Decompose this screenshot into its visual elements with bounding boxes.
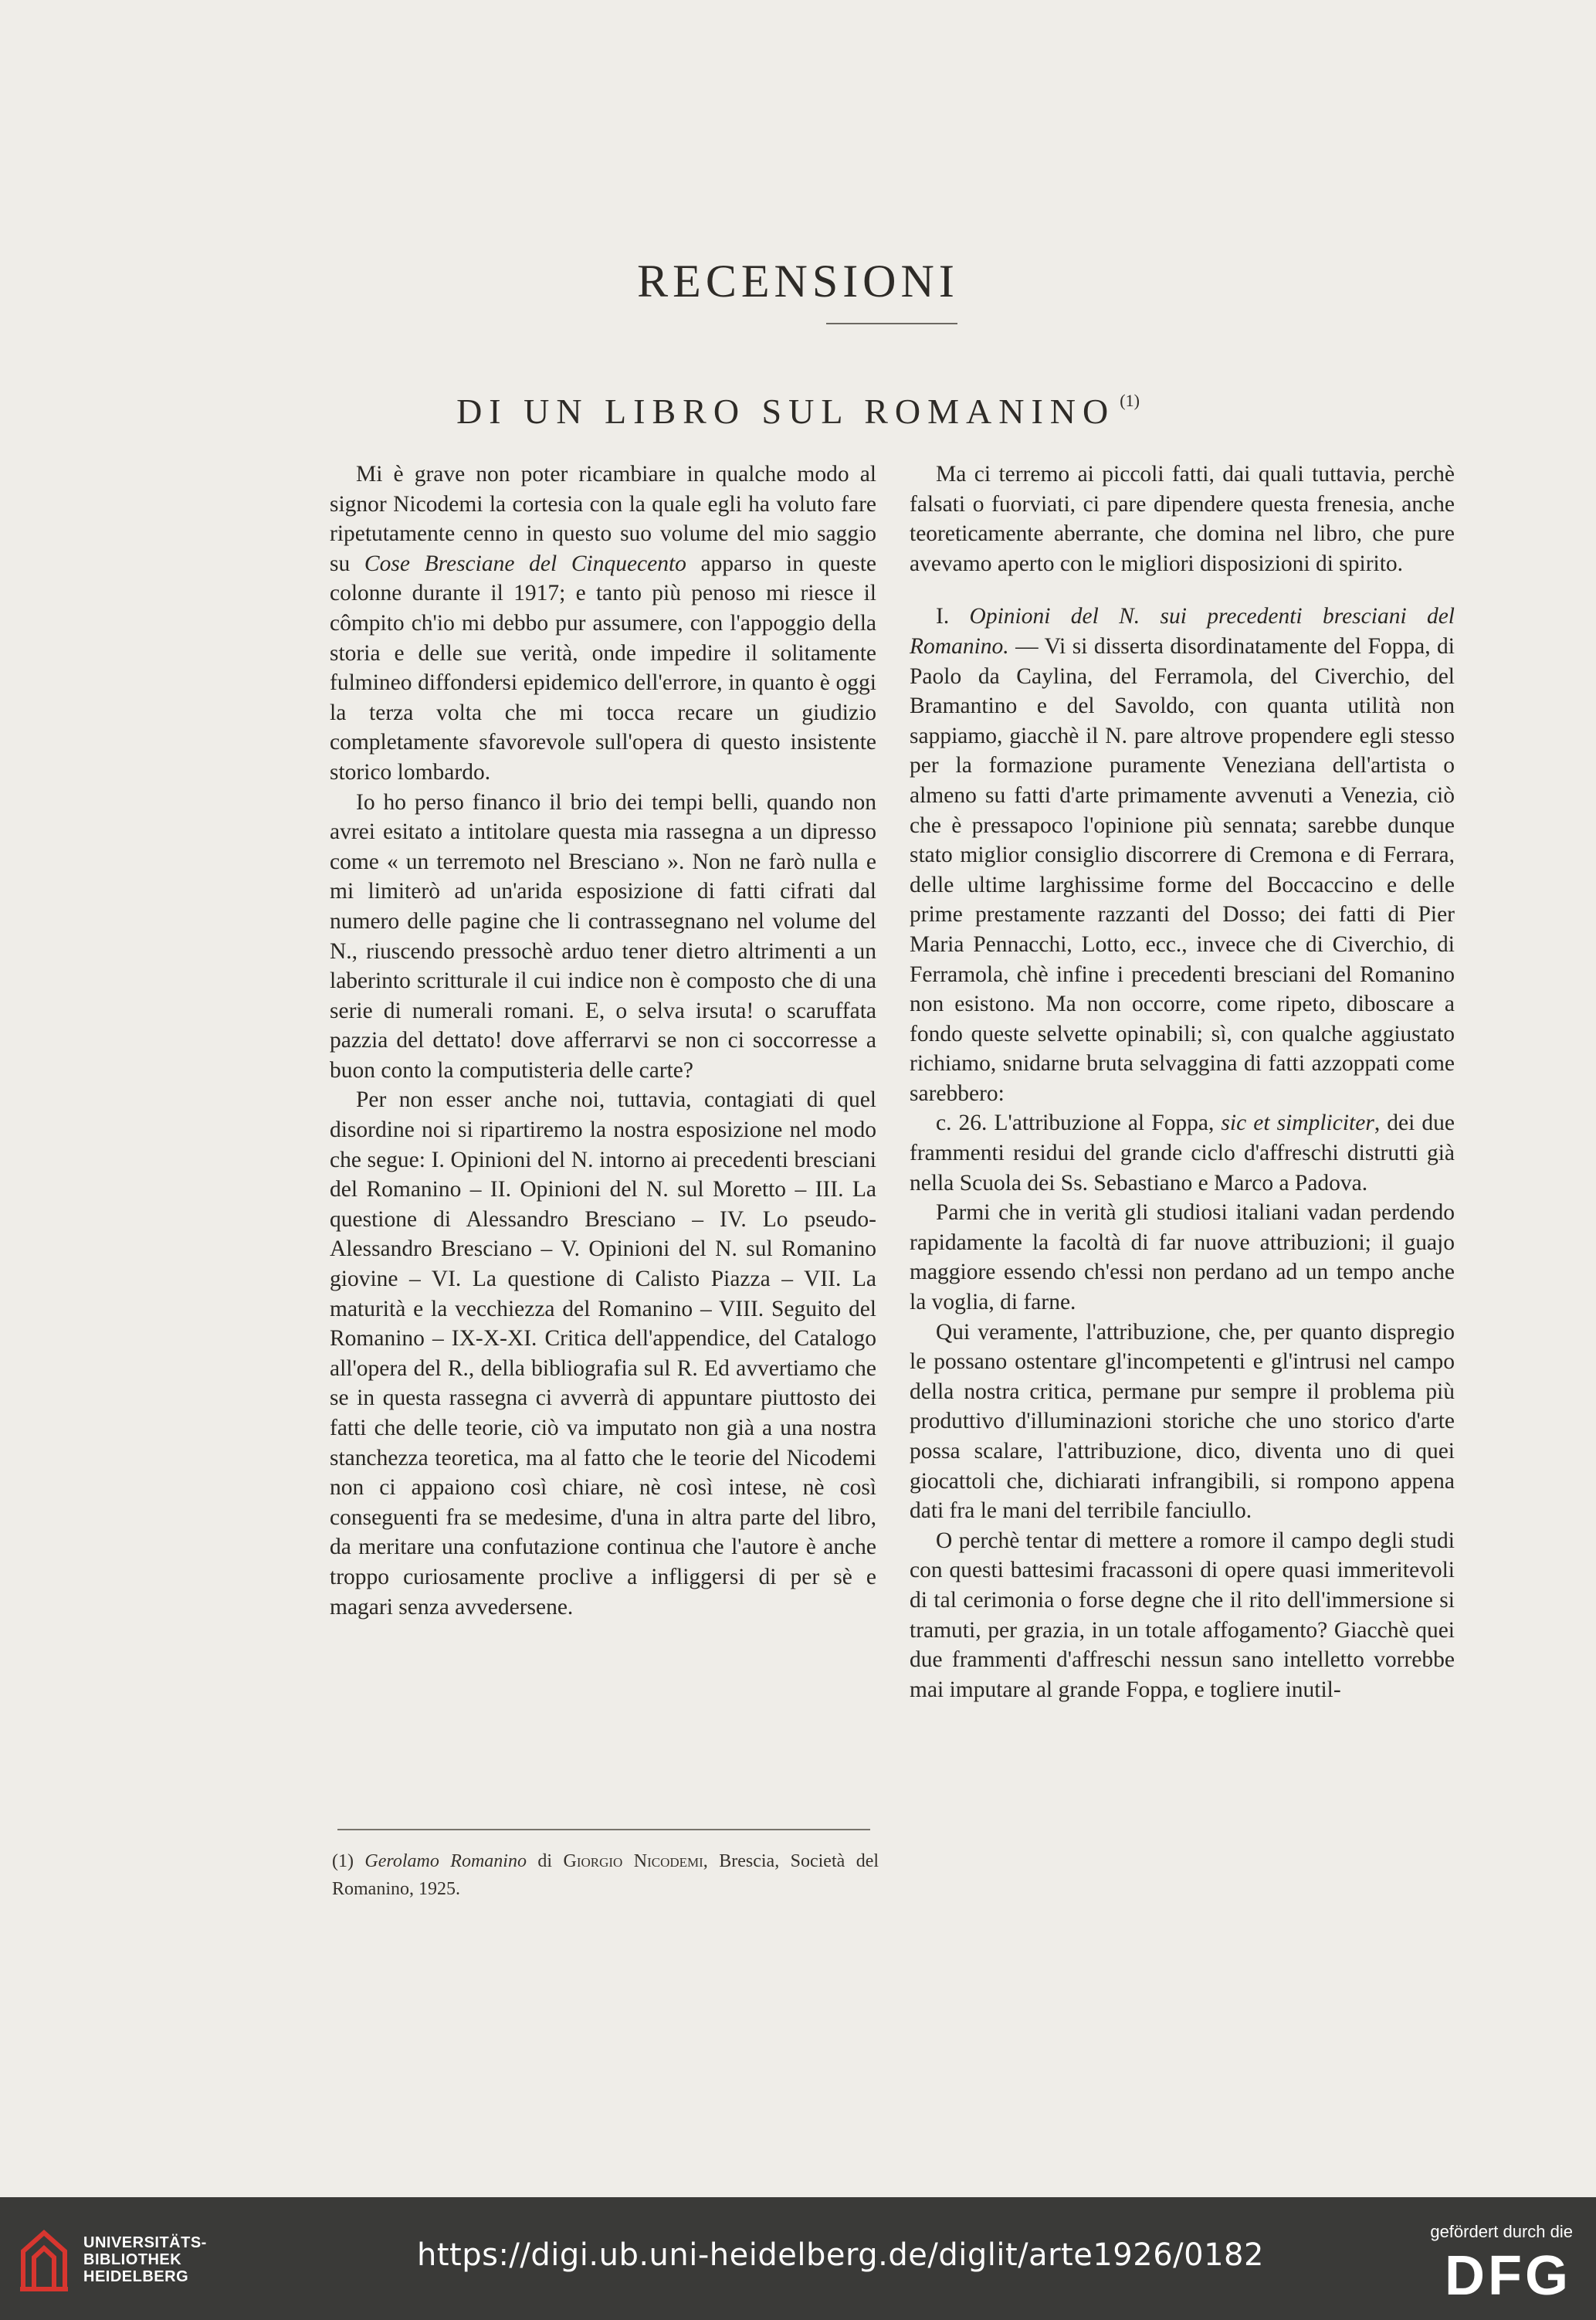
section-paragraph: [910, 602, 1455, 1108]
paragraph: Parmi che in verità gli studiosi italiani vadan perdendo rapidamente la facoltà di far nuove attribuzioni; il guajo maggiore essendo ch'essi non perdano ad un tempo anche la voglia, di farne.: [910, 1200, 1455, 1315]
paragraph: [910, 1108, 1455, 1198]
page-heading: RECENSIONI: [637, 256, 959, 307]
footnote-marker: (1): [332, 1851, 354, 1871]
footnote-author: Giorgio Nicodemi: [563, 1851, 703, 1871]
right-column: [910, 460, 1455, 1704]
funder-caption: gefördert durch die: [1430, 2222, 1573, 2241]
paragraph: Qui veramente, l'attribuzione, che, per quanto dispregio le possano ostentare gl'incompetenti e gl'intrusi nel campo della nostra critica, permane pur sempre il problema più produttivo d'illuminazioni storiche che uno storico d'arte possa scalare, l'attribuzione, dico, diventa uno di quei giocattoli che, dichiarati infrangibili, si rompono appena dati fra le mani del terribile fanciullo.: [910, 1319, 1455, 1524]
dfg-logo[interactable]: DFG: [1445, 2245, 1571, 2307]
university-library-name[interactable]: [83, 2234, 207, 2285]
article-title: [0, 391, 1596, 432]
footnote-reference[interactable]: (1): [1120, 391, 1140, 410]
section-number: I.: [936, 604, 970, 629]
footnote-divider: [337, 1829, 870, 1830]
library-name-line: UNIVERSITÄTS-: [83, 2234, 207, 2251]
paragraph-text: apparso in queste colonne durante il 1917; e tanto più penoso mi riesce il cômpito ch'io mi debbo pur assumere, con l'appoggio della storia e delle sue verità, onde impedire il solitamente fulmineo diffondersi epidemico dell'errore, in quanto è oggi la terza volta che mi tocca recare un giudizio completamente sfavorevole sull'opera di questo insistente storico lombardo.: [330, 551, 876, 785]
footnote: [332, 1847, 879, 1903]
footnote-text: , Brescia, Società del Romanino, 1925.: [332, 1851, 879, 1899]
paragraph: Io ho perso financo il brio dei tempi belli, quando non avrei esitato a intitolare questa mia rassegna a un dipresso come « un terremoto nel Bresciano ». Non ne farò nulla e mi limiterò ad un'arida esposizione di fatti cifrati dal numero delle pagine che li contrassegnano nel volume del N., riuscendo pressochè arduo tener dietro altrimenti a un laberinto scritturale il cui indice non è composto che di una serie di numerali romani. E, o selva irsuta! o scaruffata pazzia del dettato! dove afferrarvi se non ci soccorresse a buon conto la computisteria delle carte?: [330, 789, 876, 1083]
footnote-book-title: Gerolamo Romanino: [364, 1851, 527, 1871]
cited-title: Cose Bresciane del Cinquecento: [364, 551, 686, 576]
paragraph: Ma ci terremo ai piccoli fatti, dai quali tuttavia, perchè falsati o fuorviati, ci pare dipendere questa frenesia, anche teoreticamente aberrante, che domina nel libro, che pure avevamo aperto con le migliori disposizioni di spirito.: [910, 462, 1455, 576]
paragraph: O perchè tentar di mettere a romore il campo degli studi con questi battesimi fracassoni di opere quasi immeritevoli di tal cerimonia o forse degne che il rito dell'immersione si tramuti, per grazia, in un totale affogamento? Giacchè quei due frammenti d'affreschi nessun sano intelletto vorrebbe mai imputare al grande Foppa, e togliere inutil-: [910, 1528, 1455, 1702]
viewer-footer: [0, 2197, 1596, 2320]
paragraph-text: — Vi si disserta disordinatamente del Foppa, di Paolo da Caylina, del Ferramola, del Civerchio, del Bramantino e del Savoldo, con quanta utilità non sappiamo, giacchè il N. pare altrove propendere egli stesso per la formazione puramente Veneziana dell'artista o almeno su fatti d'arte primamente avvenuti a Venezia, ciò che è pressapoco l'opinione più sennata; sarebbe dunque stato miglior consiglio discorrere di Cremona e di Ferrara, delle ultime larghissime forme del Boccaccino e delle prime prestamente razzanti del Dosso; dei fatti di Pier Maria Pennacchi, Lotto, ecc., invece che di Civerchio, di Ferramola, chè infine i precedenti bresciani del Romanino non esistono. Ma non occorre, come ripeto, diboscare a fondo queste selvette opinabili; sì, con qualche aggiustato richiamo, snidarne bruta selvaggina di fatti azzoppati come sarebbero:: [910, 633, 1455, 1106]
article-title-text: DI UN LIBRO SUL ROMANINO: [456, 392, 1116, 431]
paragraph: Per non esser anche noi, tuttavia, contagiati di quel disordine noi si ripartiremo la nostra esposizione nel modo che segue: I. Opinioni del N. intorno ai precedenti bresciani del Romanino – II. Opinioni del N. sul Moretto – III. La questione di Alessandro Bresciano – IV. Lo pseudo-Alessandro Bresciano – V. Opinioni del N. sul Romanino giovine – VI. La questione di Calisto Piazza – VII. La maturità e la vecchiezza del Romanino – VIII. Seguito del Romanino – IX-X-XI. Critica dell'appendice, del Catalogo all'opera del R., della bibliografia sul R. Ed avvertiamo che se in questa rassegna ci avverrà di appuntare piuttosto dei fatti che delle teorie, ciò va imputato non già a una nostra stanchezza teoretica, ma al fatto che le teorie del Nicodemi non ci appaiono così chiare, nè così intese, nè così conseguenti fra se medesime, d'una in altra parte del libro, da meritare una confutazione continua che l'autore è anche troppo curiosamente proclive a infliggersi di per sè e magari senza avvedersene.: [330, 1087, 876, 1620]
paragraph-text: c. 26. L'attribuzione al Foppa,: [936, 1111, 1222, 1136]
university-library-logo[interactable]: [17, 2228, 71, 2293]
section-title: Opinioni del N. sui precedenti bresciani del Romanino.: [910, 604, 1455, 659]
left-column: [330, 460, 876, 1622]
paragraph: [330, 460, 876, 788]
library-name-line: HEIDELBERG: [83, 2268, 189, 2285]
library-name-line: BIBLIOTHEK: [83, 2251, 182, 2268]
latin-phrase: sic et simpliciter: [1221, 1111, 1374, 1136]
permalink-url[interactable]: https://digi.ub.uni-heidelberg.de/diglit/arte1926/0182: [417, 2237, 1264, 2273]
paragraph-text: Mi è grave non poter ricambiare in qualche modo al signor Nicodemi la cortesia con la quale egli ha voluto fare ripetutamente cenno in questo suo volume del mio saggio su: [330, 462, 876, 576]
paragraph-text: , dei due frammenti residui del grande ciclo d'affreschi distrutti già nella Scuola dei Ss. Sebastiano e Marco a Padova.: [910, 1111, 1455, 1196]
footnote-text: di: [526, 1851, 564, 1871]
heading-divider: [826, 323, 957, 324]
